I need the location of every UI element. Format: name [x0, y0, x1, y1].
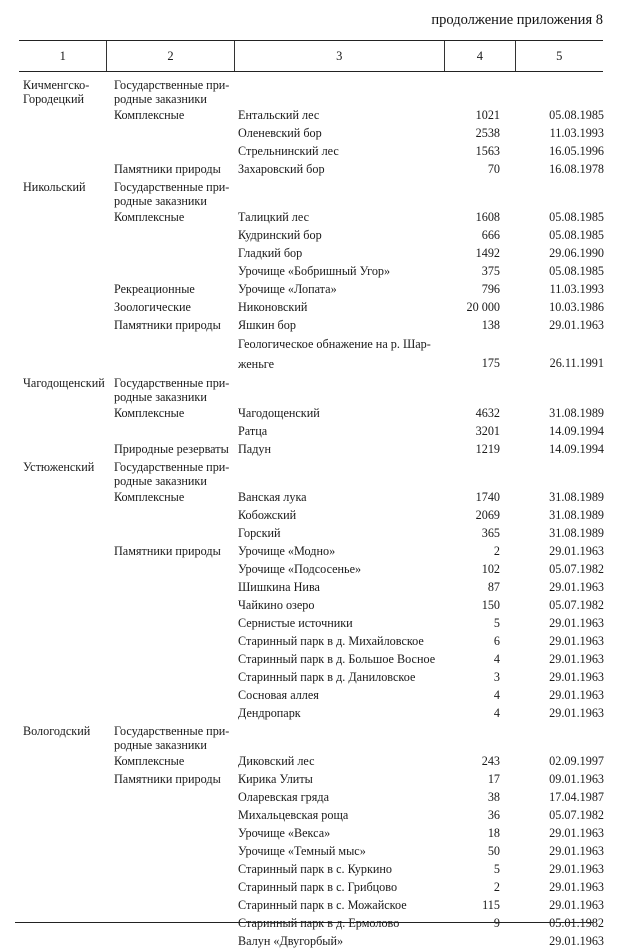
header-col-1: 1 — [19, 41, 107, 71]
cell-date: 29.01.1963 — [549, 634, 604, 648]
cell-site-name: Ентальский лес — [238, 108, 320, 122]
cell-category: Государственные при-родные заказники — [114, 724, 230, 752]
cell-district — [23, 806, 111, 808]
cell-area: 17 — [487, 772, 500, 786]
table-row — [0, 614, 629, 632]
cell-date: 31.08.1989 — [549, 508, 604, 522]
cell-site-name: Захаровский бор — [238, 162, 325, 176]
cell-date: 29.01.1963 — [549, 580, 604, 594]
cell-district — [23, 896, 111, 898]
cell-site-name: Геологическое обнажение на р. Шар-женьге — [238, 337, 431, 371]
cell-date: 05.07.1982 — [549, 808, 604, 822]
cell-category — [114, 932, 234, 934]
cell-date: 14.09.1994 — [549, 424, 604, 438]
cell-area: 138 — [481, 318, 500, 332]
cell-category — [114, 914, 234, 916]
cell-district — [23, 542, 111, 544]
cell-date: 29.01.1963 — [549, 670, 604, 684]
cell-site-name: Дендропарк — [238, 706, 301, 720]
cell-district — [23, 860, 111, 862]
cell-site-name: Урочище «Лопата» — [238, 282, 337, 296]
cell-site-name: Никоновский — [238, 300, 308, 314]
cell-district — [23, 668, 111, 670]
cell-category — [114, 262, 234, 264]
cell-date: 29.06.1990 — [549, 246, 604, 260]
cell-area: 5 — [493, 862, 500, 876]
cell-site-name: Старинный парк в д. Ермолово — [238, 916, 400, 930]
table-row — [0, 806, 629, 824]
cell-site-name: Кудринский бор — [238, 228, 322, 242]
cell-site-name: Гладкий бор — [238, 246, 303, 260]
cell-area: 1492 — [475, 246, 500, 260]
cell-category: Государственные при-родные заказники — [114, 78, 230, 106]
table-row — [0, 932, 629, 950]
cell-area: 2 — [493, 880, 500, 894]
table-row — [0, 244, 629, 262]
cell-category — [114, 596, 234, 598]
table-row — [0, 298, 629, 316]
cell-area: 18 — [487, 826, 500, 840]
table-row — [0, 668, 629, 686]
cell-site-name: Михальцевская роща — [238, 808, 349, 822]
cell-area: 375 — [481, 264, 500, 278]
table-row — [0, 788, 629, 806]
table-row — [0, 106, 629, 124]
cell-district — [23, 142, 111, 144]
cell-category: Комплексные — [114, 754, 185, 768]
cell-date: 29.01.1963 — [549, 934, 604, 948]
table-row — [0, 262, 629, 280]
cell-district: Чагодощенский — [23, 376, 105, 390]
cell-date: 09.01.1963 — [549, 772, 604, 786]
table-row — [0, 686, 629, 704]
table-row — [0, 506, 629, 524]
table-row — [0, 208, 629, 226]
cell-district — [23, 316, 111, 318]
cell-area: 1021 — [475, 108, 500, 122]
cell-site-name: Урочище «Подсосенье» — [238, 562, 362, 576]
cell-category — [114, 422, 234, 424]
cell-category — [114, 632, 234, 634]
cell-site-name: Старинный парк в д. Большое Восное — [238, 652, 436, 666]
cell-site-name: Старинный парк в с. Можайское — [238, 898, 407, 912]
cell-category: Комплексные — [114, 108, 185, 122]
table-row — [0, 896, 629, 914]
table-row — [0, 160, 629, 178]
cell-category: Государственные при-родные заказники — [114, 376, 230, 404]
cell-category: Комплексные — [114, 210, 185, 224]
cell-date: 16.08.1978 — [549, 162, 604, 176]
cell-district — [23, 614, 111, 616]
cell-site-name: Яшкин бор — [238, 318, 296, 332]
cell-category: Государственные при-родные заказники — [114, 460, 230, 488]
table-row — [0, 458, 629, 488]
cell-district — [23, 788, 111, 790]
cell-district — [23, 298, 111, 300]
cell-category — [114, 226, 234, 228]
cell-district — [23, 824, 111, 826]
cell-area: 87 — [487, 580, 500, 594]
cell-district — [23, 124, 111, 126]
cell-category — [114, 704, 234, 706]
table-row — [0, 860, 629, 878]
cell-category — [114, 142, 234, 144]
cell-area: 243 — [481, 754, 500, 768]
cell-area: 2 — [493, 544, 500, 558]
cell-area: 9 — [493, 916, 500, 930]
cell-district — [23, 488, 111, 490]
cell-site-name: Кобожский — [238, 508, 297, 522]
cell-district — [23, 842, 111, 844]
table-row — [0, 374, 629, 404]
cell-date: 29.01.1963 — [549, 318, 604, 332]
cell-date: 10.03.1986 — [549, 300, 604, 314]
table-bottom-rule — [15, 922, 593, 923]
cell-district — [23, 686, 111, 688]
cell-area: 5 — [493, 616, 500, 630]
cell-category: Памятники природы — [114, 772, 221, 786]
cell-district — [23, 878, 111, 880]
table-row — [0, 404, 629, 422]
cell-date: 05.01.1982 — [549, 916, 604, 930]
cell-site-name: Чайкино озеро — [238, 598, 315, 612]
table-row — [0, 226, 629, 244]
cell-category — [114, 334, 234, 336]
cell-category — [114, 668, 234, 670]
cell-category: Комплексные — [114, 406, 185, 420]
cell-area: 50 — [487, 844, 500, 858]
cell-date: 17.04.1987 — [549, 790, 604, 804]
cell-area: 3201 — [475, 424, 500, 438]
cell-area: 102 — [481, 562, 500, 576]
table-row — [0, 142, 629, 160]
cell-district — [23, 334, 111, 336]
cell-date: 31.08.1989 — [549, 406, 604, 420]
cell-date: 11.03.1993 — [549, 126, 604, 140]
table-row — [0, 632, 629, 650]
cell-site-name: Сернистые источники — [238, 616, 353, 630]
table-row — [0, 178, 629, 208]
table-row — [0, 542, 629, 560]
cell-area: 796 — [481, 282, 500, 296]
cell-site-name: Стрельнинский лес — [238, 144, 339, 158]
cell-site-name: Диковский лес — [238, 754, 315, 768]
cell-category — [114, 686, 234, 688]
cell-area: 1740 — [475, 490, 500, 504]
cell-date: 05.08.1985 — [549, 264, 604, 278]
table-row — [0, 578, 629, 596]
cell-district — [23, 752, 111, 754]
cell-district — [23, 524, 111, 526]
cell-category — [114, 560, 234, 562]
table-row — [0, 824, 629, 842]
cell-area: 70 — [487, 162, 500, 176]
table-row — [0, 280, 629, 298]
cell-category — [114, 806, 234, 808]
cell-category — [114, 524, 234, 526]
cell-area: 36 — [487, 808, 500, 822]
cell-date: 29.01.1963 — [549, 652, 604, 666]
cell-date: 11.03.1993 — [549, 282, 604, 296]
cell-site-name: Горский — [238, 526, 281, 540]
cell-district — [23, 596, 111, 598]
cell-date: 29.01.1963 — [549, 844, 604, 858]
cell-area: 6 — [493, 634, 500, 648]
cell-district — [23, 280, 111, 282]
cell-district — [23, 770, 111, 772]
cell-category — [114, 650, 234, 652]
cell-category — [114, 614, 234, 616]
cell-district — [23, 578, 111, 580]
table-body — [0, 76, 629, 950]
cell-district — [23, 506, 111, 508]
header-col-5: 5 — [556, 48, 563, 63]
cell-date: 29.01.1963 — [549, 826, 604, 840]
cell-category: Памятники природы — [114, 544, 221, 558]
cell-district: Кичменгско-Городецкий — [23, 78, 90, 106]
cell-category: Комплексные — [114, 490, 185, 504]
cell-area: 115 — [482, 898, 500, 912]
cell-area: 1608 — [475, 210, 500, 224]
cell-district — [23, 160, 111, 162]
cell-site-name: Старинный парк в д. Даниловское — [238, 670, 416, 684]
cell-category: Природные резерваты — [114, 442, 229, 456]
cell-district: Вологодский — [23, 724, 91, 738]
table-row — [0, 488, 629, 506]
cell-area: 666 — [481, 228, 500, 242]
cell-site-name: Сосновая аллея — [238, 688, 319, 702]
cell-date: 29.01.1963 — [549, 616, 604, 630]
cell-site-name: Старинный парк в с. Куркино — [238, 862, 393, 876]
cell-category — [114, 842, 234, 844]
cell-category: Зоологические — [114, 300, 191, 314]
table-row — [0, 650, 629, 668]
cell-category: Памятники природы — [114, 318, 221, 332]
cell-category — [114, 878, 234, 880]
cell-area: 4 — [493, 706, 500, 720]
cell-category — [114, 578, 234, 580]
cell-date: 05.08.1985 — [549, 210, 604, 224]
table-row — [0, 722, 629, 752]
table-caption: продолжение приложения 8 — [431, 12, 603, 28]
table-row — [0, 752, 629, 770]
cell-date: 29.01.1963 — [549, 880, 604, 894]
header-col-4: 4 — [445, 41, 516, 71]
cell-area: 2069 — [475, 508, 500, 522]
cell-site-name: Урочище «Векса» — [238, 826, 331, 840]
table-row — [0, 878, 629, 896]
cell-district: Устюженский — [23, 460, 95, 474]
cell-area: 20 000 — [466, 300, 500, 314]
cell-category — [114, 860, 234, 862]
cell-district: Никольский — [23, 180, 86, 194]
cell-category — [114, 244, 234, 246]
cell-district — [23, 650, 111, 652]
cell-district — [23, 208, 111, 210]
cell-district — [23, 262, 111, 264]
cell-district — [23, 422, 111, 424]
table-row — [0, 524, 629, 542]
cell-date: 05.07.1982 — [549, 598, 604, 612]
cell-area: 175 — [481, 356, 500, 370]
cell-area: 4 — [493, 652, 500, 666]
cell-district — [23, 704, 111, 706]
table-row — [0, 422, 629, 440]
cell-date: 05.08.1985 — [549, 228, 604, 242]
cell-site-name: Шишкина Нива — [238, 580, 320, 594]
cell-date: 31.08.1989 — [549, 490, 604, 504]
cell-date: 29.01.1963 — [549, 688, 604, 702]
cell-date: 29.01.1963 — [549, 706, 604, 720]
table-row — [0, 704, 629, 722]
cell-category — [114, 506, 234, 508]
cell-site-name: Урочище «Темный мыс» — [238, 844, 366, 858]
cell-date: 02.09.1997 — [549, 754, 604, 768]
cell-site-name: Урочище «Модно» — [238, 544, 336, 558]
cell-category — [114, 824, 234, 826]
table-header — [19, 40, 603, 72]
header-col-3: 3 — [235, 41, 446, 71]
table-row — [0, 334, 629, 374]
cell-category — [114, 124, 234, 126]
table-row — [0, 440, 629, 458]
cell-site-name: Оларевская гряда — [238, 790, 329, 804]
table-row — [0, 316, 629, 334]
table-row — [0, 76, 629, 106]
cell-date: 05.07.1982 — [549, 562, 604, 576]
cell-site-name: Урочище «Бобришный Угор» — [238, 264, 391, 278]
cell-area: 365 — [481, 526, 500, 540]
cell-district — [23, 440, 111, 442]
table-row — [0, 596, 629, 614]
cell-area: 4632 — [475, 406, 500, 420]
table-row — [0, 842, 629, 860]
cell-site-name: Старинный парк в с. Грибцово — [238, 880, 398, 894]
cell-site-name: Старинный парк в д. Михайловское — [238, 634, 424, 648]
cell-area: 4 — [493, 688, 500, 702]
table-row — [0, 770, 629, 788]
cell-category: Государственные при-родные заказники — [114, 180, 230, 208]
cell-area: 3 — [493, 670, 500, 684]
cell-date: 05.08.1985 — [549, 108, 604, 122]
cell-date: 16.05.1996 — [549, 144, 604, 158]
cell-date: 29.01.1963 — [549, 862, 604, 876]
table-row — [0, 914, 629, 932]
cell-district — [23, 632, 111, 634]
cell-site-name: Валун «Двугорбый» — [238, 934, 344, 948]
cell-district — [23, 404, 111, 406]
cell-area: 1219 — [475, 442, 500, 456]
cell-district — [23, 932, 111, 934]
cell-date: 29.01.1963 — [549, 544, 604, 558]
cell-date: 29.01.1963 — [549, 898, 604, 912]
cell-date: 14.09.1994 — [549, 442, 604, 456]
header-col-2: 2 — [107, 41, 234, 71]
cell-site-name: Ратца — [238, 424, 268, 438]
cell-category: Памятники природы — [114, 162, 221, 176]
cell-area: 1563 — [475, 144, 500, 158]
cell-site-name: Кирика Улиты — [238, 772, 313, 786]
cell-district — [23, 226, 111, 228]
cell-category — [114, 788, 234, 790]
cell-site-name: Чагодощенский — [238, 406, 320, 420]
cell-date: 31.08.1989 — [549, 526, 604, 540]
cell-area: 2538 — [475, 126, 500, 140]
cell-date: 26.11.1991 — [549, 356, 604, 370]
cell-district — [23, 244, 111, 246]
table-row — [0, 560, 629, 578]
cell-site-name: Оленевский бор — [238, 126, 322, 140]
cell-area: 38 — [487, 790, 500, 804]
cell-area: 150 — [481, 598, 500, 612]
cell-site-name: Ванская лука — [238, 490, 307, 504]
cell-district — [23, 914, 111, 916]
cell-site-name: Талицкий лес — [238, 210, 310, 224]
table-row — [0, 124, 629, 142]
cell-category: Рекреационные — [114, 282, 195, 296]
cell-district — [23, 560, 111, 562]
cell-district — [23, 106, 111, 108]
cell-category — [114, 896, 234, 898]
cell-site-name: Падун — [238, 442, 272, 456]
